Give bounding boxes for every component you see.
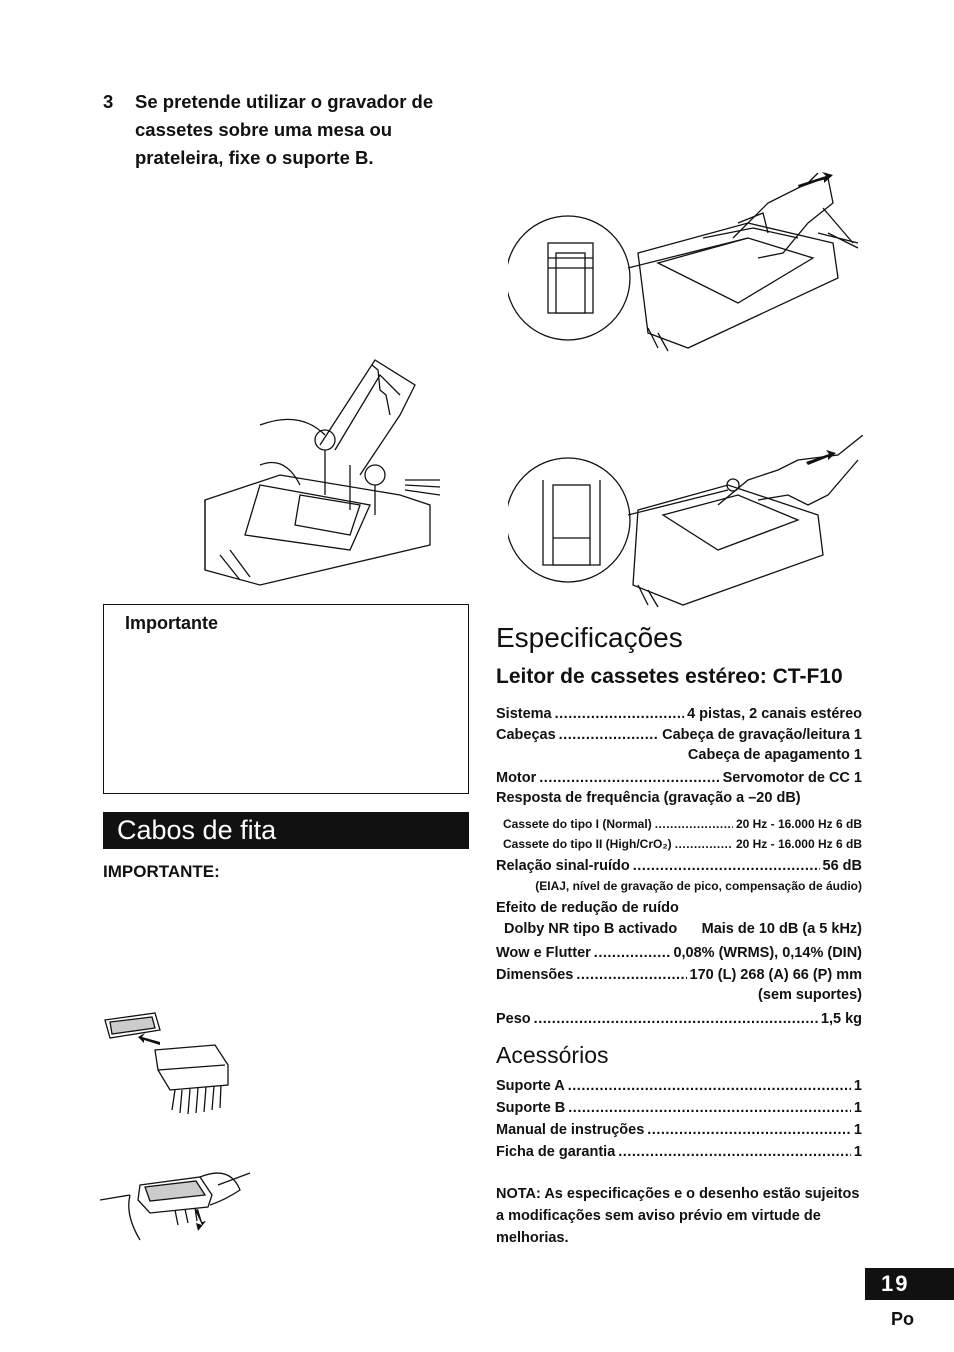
spec-key: Cassete do tipo I (Normal) (503, 817, 652, 831)
spec-frequency-heading: Resposta de frequência (gravação a –20 dB) (496, 790, 801, 806)
accessory-qty: 1 (853, 1078, 862, 1094)
step-number: 3 (103, 91, 114, 112)
importante-box (103, 604, 469, 794)
spec-cassette-type-1 (503, 814, 862, 834)
spec-row-wow (496, 943, 862, 963)
step-text: Se pretende utilizar o gravador de cassetes sobre uma mesa ou prateleira, fixe o suporte B. (135, 91, 434, 168)
spec-value: 1,5 kg (820, 1011, 862, 1027)
accessory-name: Suporte A (496, 1078, 565, 1094)
accessory-name: Ficha de garantia (496, 1144, 616, 1160)
spec-value: 20 Hz - 16.000 Hz 6 dB (735, 817, 862, 831)
spec-value: Cabeça de gravação/leitura 1 (662, 727, 862, 743)
spec-key: Motor (496, 770, 537, 786)
spec-key: Relação sinal-ruído (496, 858, 630, 874)
importante-heading: IMPORTANTE: (103, 862, 220, 881)
section-bar-cabos (103, 812, 469, 849)
spec-key: Cassete do tipo II (High/CrO₂) (503, 837, 672, 851)
language-code: Po (891, 1309, 915, 1329)
spec-value: 20 Hz - 16.000 Hz 6 dB (735, 837, 862, 851)
accessory-qty: 1 (853, 1100, 862, 1116)
spec-value: 56 dB (822, 858, 862, 874)
spec-noise-reduction-heading: Efeito de redução de ruído (496, 900, 679, 916)
stand-upright-illustration (508, 163, 863, 355)
section-title: Cabos de fita (117, 815, 277, 845)
accessories-title: Acessórios (496, 1042, 609, 1068)
accessory-row (496, 1076, 862, 1096)
spec-row-sistema (496, 704, 862, 724)
specs-title: Especificações (496, 622, 683, 653)
spec-key: Cabeças (496, 727, 556, 743)
spec-key: Dimensões (496, 967, 574, 983)
spec-head-erase: Cabeça de apagamento 1 (687, 747, 862, 763)
specs-subtitle: Leitor de cassetes estéreo: CT-F10 (496, 665, 843, 688)
spec-eiaj-note: (EIAJ, nível de gravação de pico, compensação de áudio) (535, 879, 862, 893)
spec-row-motor (496, 768, 862, 788)
spec-row-peso (496, 1009, 862, 1029)
spec-value: Servomotor de CC 1 (722, 770, 862, 786)
accessory-row (496, 1098, 862, 1118)
bracket-attach-illustration (200, 355, 440, 587)
spec-value: Mais de 10 dB (a 5 kHz) (701, 921, 862, 937)
accessory-name: Suporte B (496, 1100, 566, 1116)
cable-disconnect-illustration (100, 1165, 255, 1245)
spec-dolby-row (504, 921, 862, 937)
accessory-row (496, 1120, 862, 1140)
spec-row-snr (496, 856, 862, 876)
spec-cassette-type-2 (503, 834, 862, 854)
spec-value: 4 pistas, 2 canais estéreo (687, 706, 862, 722)
spec-value: 0,08% (WRMS), 0,14% (DIN) (673, 945, 862, 961)
cable-connect-illustration (100, 1010, 250, 1120)
stand-folded-illustration (508, 435, 863, 610)
spec-key: Sistema (496, 706, 552, 722)
page-number-tab (865, 1268, 954, 1300)
accessory-name: Manual de instruções (496, 1122, 645, 1138)
spec-row-dimensions (496, 965, 862, 985)
nota-text: NOTA: As especificações e o desenho estão sujeitos a modificações sem aviso prévio em virtude de melhorias. (496, 1186, 860, 1246)
spec-key: Wow e Flutter (496, 945, 591, 961)
step-3-instruction (103, 88, 473, 172)
spec-row-cabecas (496, 725, 862, 745)
importante-label: Importante (125, 613, 219, 633)
accessory-qty: 1 (853, 1122, 862, 1138)
spec-value: 170 (L) 268 (A) 66 (P) mm (689, 967, 862, 983)
spec-sem-suportes: (sem suportes) (758, 987, 862, 1003)
page-number: 19 (881, 1271, 910, 1296)
accessory-row (496, 1142, 862, 1162)
accessory-qty: 1 (853, 1144, 862, 1160)
spec-key: Peso (496, 1011, 531, 1027)
spec-key: Dolby NR tipo B activado (504, 921, 678, 937)
